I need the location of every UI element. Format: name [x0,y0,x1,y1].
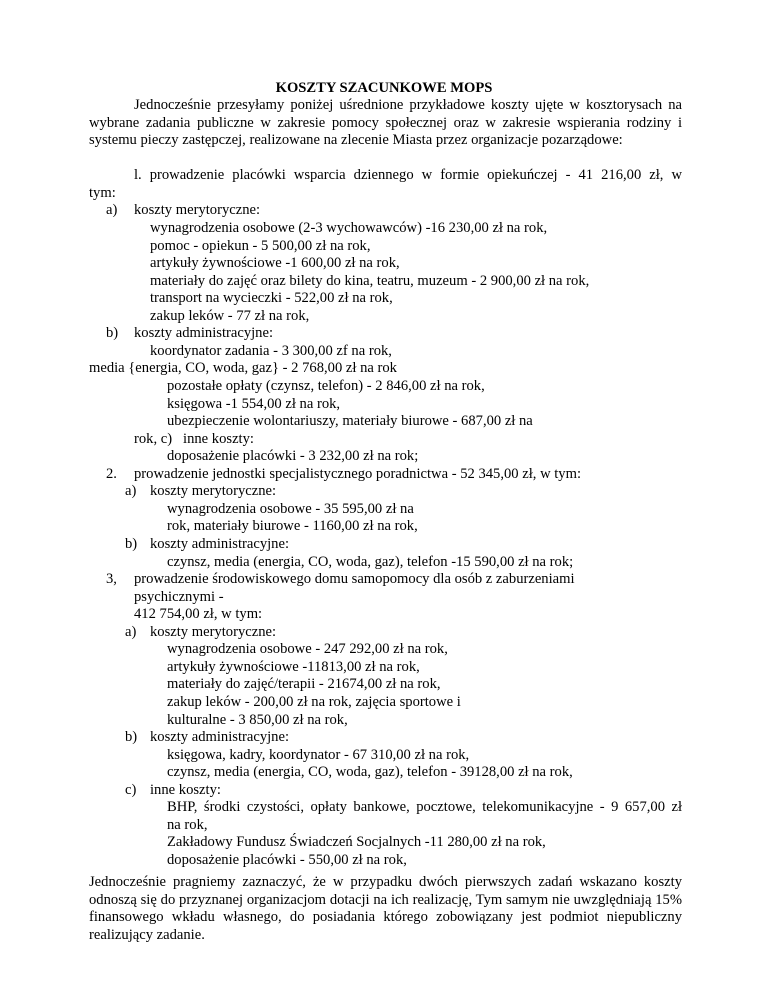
intro-paragraph [89,97,682,150]
item1-b-line: pozostałe opłaty (czynsz, telefon) - 2 846,00 zł na rok, [167,378,485,394]
item3-b-line: czynsz, media (energia, CO, woda, gaz), telefon - 39128,00 zł na rok, [167,764,573,780]
item1-b-label: b) [106,325,119,341]
item1-a-line: wynagrodzenia osobowe (2-3 wychowawców) -16 230,00 zł na rok, [150,220,548,236]
item1-b-title: koszty administracyjne: [134,325,274,341]
intro-text: Jednocześnie przesyłamy poniżej uśrednione przykładowe koszty ujęte w kosztorysach na wybrane zadania publiczne w zakresie pomocy społecznej oraz w zakresie wspierania rodziny i systemu pieczy zastępczej, realizowane na zlecenie Miasta przez organizacje pozarządowe: [89,97,682,149]
item3-b-line: księgowa, kadry, koordynator - 67 310,00 zł na rok, [167,747,470,763]
item3-label: 3, [106,571,117,587]
item3-a-line: materiały do zajęć/terapii - 21674,00 zł na rok, [167,676,441,692]
item3-heading-total: 412 754,00 zł, w tym: [134,606,263,622]
item1-heading-cont: tym: [89,185,116,201]
item3-a-title: koszty merytoryczne: [150,624,277,640]
item1-c-line: doposażenie placówki - 3 232,00 zł na rok; [167,448,419,464]
item2-label: 2. [106,466,117,482]
item3-a-line: artykuły żywnościowe -11813,00 zł na rok, [167,659,420,675]
item1-a-line: artykuły żywnościowe -1 600,00 zł na rok, [150,255,400,271]
item3-a-line: zakup leków - 200,00 zł na rok, zajęcia sportowe i [167,694,461,710]
item2-b-line: czynsz, media (energia, CO, woda, gaz), telefon -15 590,00 zł na rok; [167,554,574,570]
item2-b-label: b) [125,536,138,552]
item1-b-line: księgowa -1 554,00 zł na rok, [167,396,341,412]
item3-c-line: Zakładowy Fundusz Świadczeń Socjalnych -11 280,00 zł na rok, [167,834,546,850]
item1-a-line: materiały do zajęć oraz bilety do kina, teatru, muzeum - 2 900,00 zł na rok, [150,273,590,289]
item3-b-title: koszty administracyjne: [150,729,290,745]
item1-c-heading: rok, c) inne koszty: [134,431,254,447]
closing-paragraph: Jednocześnie pragniemy zaznaczyć, że w przypadku dwóch pierwszych zadań wskazano koszty odnoszą się do przyznanej organizacjom dotacji na ich realizację, Tym samym nie uwzględniają 15% finansowego wkładu własnego, do posiadania którego zobowiązany jest podmiot niepubliczny realizujący zadanie. [89,874,682,943]
item3-a-line: wynagrodzenia osobowe - 247 292,00 zł na rok, [167,641,448,657]
item1-a-label: a) [106,202,118,218]
document-title: KOSZTY SZACUNKOWE MOPS [275,80,493,96]
item1-a-line: transport na wycieczki - 522,00 zł na rok, [150,290,393,306]
item1-b-line: koordynator zadania - 3 300,00 zf na rok, [150,343,392,359]
item3-c-label: c) [125,782,137,798]
item3-a-line: kulturalne - 3 850,00 zł na rok, [167,712,348,728]
item1-b-line: ubezpieczenie wolontariuszy, materiały biurowe - 687,00 zł na [167,413,533,429]
item1-a-line: zakup leków - 77 zł na rok, [150,308,310,324]
item2-a-line: wynagrodzenia osobowe - 35 595,00 zł na [167,501,414,517]
item2-a-label: a) [125,483,137,499]
item1-heading: l. prowadzenie placówki wsparcia dziennego w formie opiekuńczej - 41 216,00 zł, w [134,167,682,183]
item2-a-title: koszty merytoryczne: [150,483,277,499]
item3-c-title: inne koszty: [150,782,221,798]
item3-c-line: BHP, środki czystości, opłaty bankowe, pocztowe, telekomunikacyjne - 9 657,00 zł [167,799,682,815]
item3-heading-cont: psychicznymi - [134,589,224,605]
item3-heading: prowadzenie środowiskowego domu samopomocy dla osób z zaburzeniami [134,571,575,587]
item1-a-line: pomoc - opiekun - 5 500,00 zł na rok, [150,238,371,254]
item2-a-line: rok, materiały biurowe - 1160,00 zł na rok, [167,518,418,534]
item3-a-label: a) [125,624,137,640]
item3-c-line: na rok, [167,817,208,833]
item2-heading: prowadzenie jednostki specjalistycznego poradnictwa - 52 345,00 zł, w tym: [134,466,582,482]
item1-a-title: koszty merytoryczne: [134,202,261,218]
item3-c-line: doposażenie placówki - 550,00 zł na rok, [167,852,407,868]
item2-b-title: koszty administracyjne: [150,536,290,552]
item1-b-line: media {energia, CO, woda, gaz} - 2 768,00 zł na rok [89,360,397,376]
item3-b-label: b) [125,729,138,745]
